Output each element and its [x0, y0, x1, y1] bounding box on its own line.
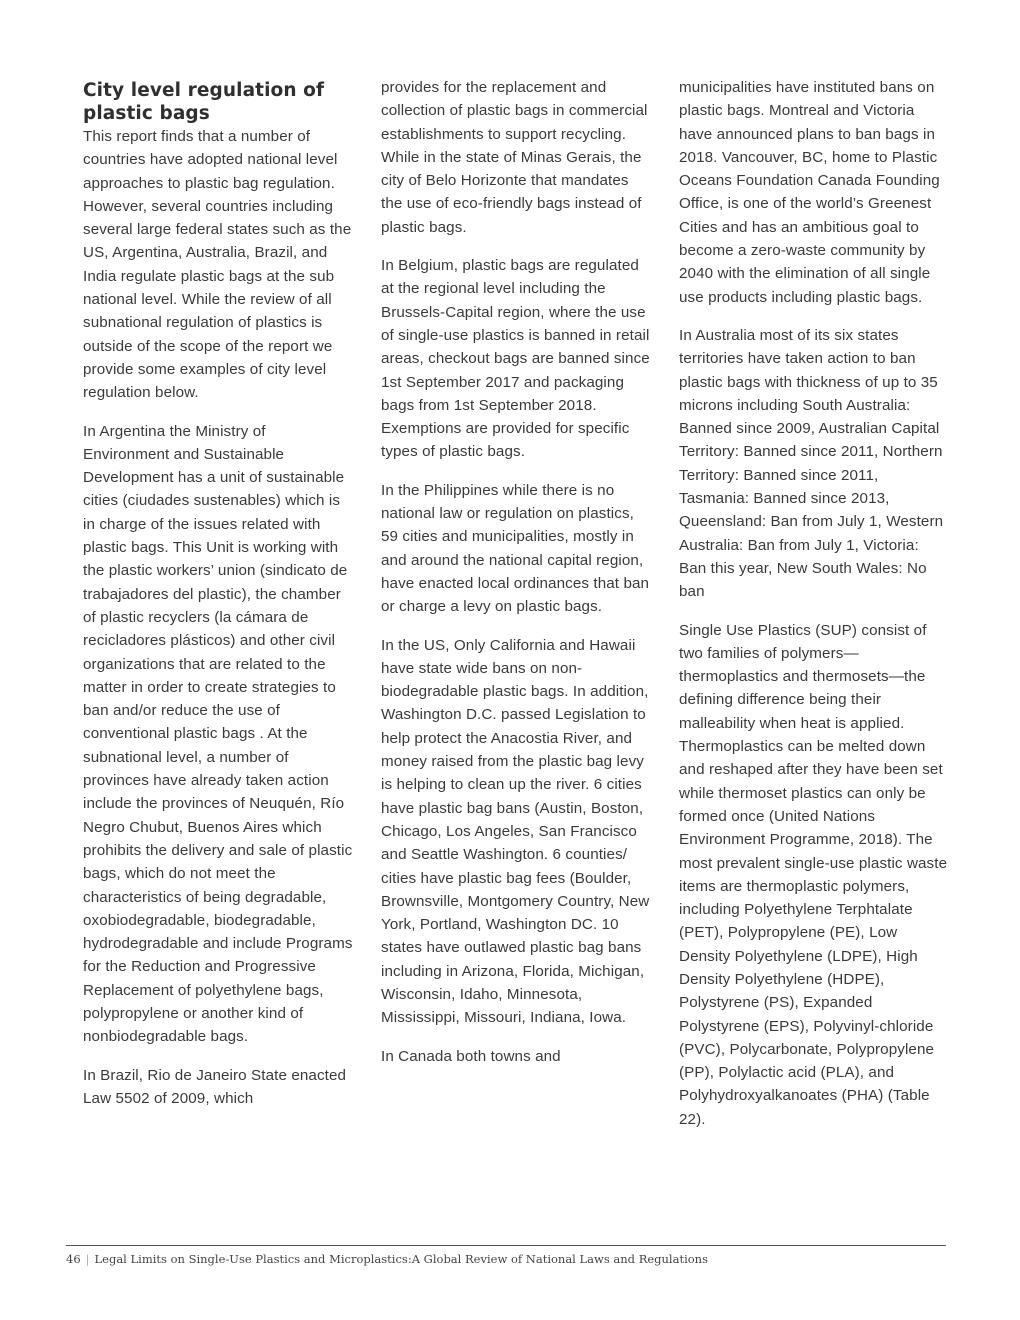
footer-title: Legal Limits on Single-Use Plastics and Microplastics:A Global Review of National Laws and Regulations	[94, 1252, 708, 1266]
footer-divider	[66, 1245, 946, 1246]
paragraph: In Brazil, Rio de Janeiro State enacted Law 5502 of 2009, which	[83, 1066, 347, 1107]
page-number: 46	[66, 1252, 81, 1266]
page-footer	[66, 1252, 708, 1266]
column-1	[83, 76, 355, 1125]
paragraph: In the US, Only California and Hawaii have state wide bans on non- biodegradable plastic bags. In addition, Washington D.C. passed Legislation to help protect the Anacostia River, and money raised from the plastic bag levy is helping to clean up the river. 6 cities have plastic bag bans (Austin, Boston, Chicago, Los Angeles, San Francisco and Seattle Washington. 6 counties/ cities have plastic bag fees (Boulder, Brownsville, Montgomery Country, New York, Portland, Washington DC. 10 states have outlawed plastic bag bans including in Arizona, Florida, Michigan, Wisconsin, Idaho, Minnesota, Mississippi, Missouri, Indiana, Iowa.	[381, 636, 650, 1027]
paragraph: In Belgium, plastic bags are regulated at the regional level including the Brussels-Capital region, where the use of single-use plastics is banned in retail areas, checkout bags are banned since 1st September 2017 and packaging bags from 1st September 2018. Exemptions are provided for specific types of plastic bags.	[381, 257, 650, 461]
section-heading: City level regulation of plastic bags	[83, 80, 325, 124]
column-2	[381, 76, 653, 1083]
paragraph: In Argentina the Ministry of Environment and Sustainable Development has a unit of sustainable cities (ciudades sustenables) which is in charge of the issues related with plastic bags. This Unit is working with the plastic workers’ union (sindicato de trabajadores del plastic), the chamber of plastic recyclers (la cámara de recicladores plásticos) and other civil organizations that are related to the matter in order to create strategies to ban and/or reduce the use of conventional plastic bags . At the subnational level, a number of provinces have already taken action include the provinces of Neuquén, Río Negro Chubut, Buenos Aires which prohibits the delivery and sale of plastic bags, which do not meet the characteristics of being degradable, oxobiodegradable, biodegradable, hydrodegradable and include Programs for the Reduction and Progressive Replacement of polyethylene bags, polypropylene or another kind of nonbiodegradable bags.	[83, 422, 353, 1046]
paragraph: This report finds that a number of countries have adopted national level approaches to plastic bag regulation. However, several countries including several large federal states such as the US, Argentina, Australia, Brazil, and India regulate plastic bags at the sub national level. While the review of all subnational regulation of plastics is outside of the scope of the report we provide some examples of city level regulation below.	[83, 128, 352, 402]
paragraph: In the Philippines while there is no national law or regulation on plastics, 59 cities and municipalities, mostly in and around the national capital region, have enacted local ordinances that ban or charge a levy on plastic bags.	[381, 481, 650, 616]
footer-separator: |	[85, 1252, 90, 1266]
paragraph: In Canada both towns and	[381, 1047, 561, 1065]
paragraph: municipalities have instituted bans on plastic bags. Montreal and Victoria have announced plans to ban bags in 2018. Vancouver, BC, home to Plastic Oceans Foundation Canada Founding Office, is one of the world’s Greenest Cities and has an ambitious goal to become a zero-waste community by 2040 with the elimination of all single use products including plastic bags.	[679, 79, 940, 306]
paragraph: In Australia most of its six states territories have taken action to ban plastic bags with thickness of up to 35 microns including South Australia: Banned since 2009, Australian Capital Territory: Banned since 2011, Northern Territory: Banned since 2011, Tasmania: Banned since 2013, Queensland: Ban from July 1, Western Australia: Ban from July 1, Victoria: Ban this year, New South Wales: No ban	[679, 326, 944, 601]
paragraph: provides for the replacement and collection of plastic bags in commercial establishments to support recycling. While in the state of Minas Gerais, the city of Belo Horizonte that mandates the use of eco-friendly bags instead of plastic bags.	[381, 79, 648, 236]
paragraph: Single Use Plastics (SUP) consist of two families of polymers—thermoplastics and thermosets—the defining difference being their malleability when heat is applied. Thermoplastics can be melted down and reshaped after they have been set while thermoset plastics can only be formed once (United Nations Environment Programme, 2018). The most prevalent single-use plastic waste items are thermoplastic polymers, including Polyethylene Terphtalate (PET), Polypropylene (PE), Low Density Polyethylene (LDPE), High Density Polyethylene (HDPE), Polystyrene (PS), Expanded Polystyrene (EPS), Polyvinyl-chloride (PVC), Polycarbonate, Polypropylene (PP), Polylactic acid (PLA), and Polyhydroxyalkanoates (PHA) (Table 22).	[679, 621, 948, 1128]
column-3	[679, 76, 949, 1146]
